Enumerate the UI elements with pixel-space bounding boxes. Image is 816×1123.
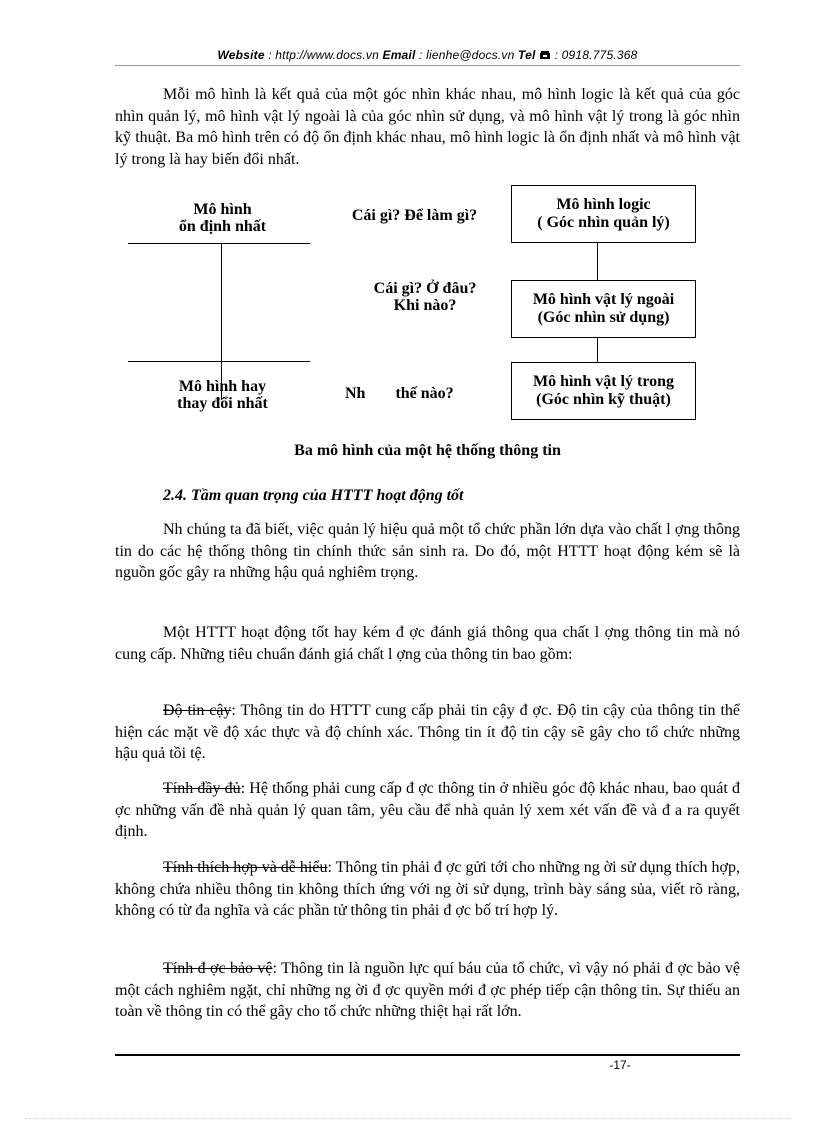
intro-paragraph: Mỗi mô hình là kết quả của một góc nhìn khác nhau, mô hình logic là kết quả của góc nhìn quản lý, mô hình vật lý ngoài là của góc nhìn sử dụng, và mô hình vật lý trong là góc nhìn kỹ thuật. Ba mô hình trên có độ ổn định khác nhau, mô hình logic là ổn định nhất và mô hình vật lý trong là hay biến đổi nhất. <box>115 86 740 168</box>
email-value: : lienhe@docs.vn <box>415 48 519 62</box>
bottom-horizontal-line <box>128 361 310 362</box>
page-header <box>115 48 740 62</box>
criterion-term: Tính đầy đủ <box>163 780 241 797</box>
question-what-where-when: Cái gì? Ở đâu? Khi nào? <box>373 280 477 314</box>
label-most-stable: Mô hình ổn định nhất <box>178 201 267 235</box>
section-heading: 2.4. Tầm quan trọng của HTTT hoạt động tốt <box>163 487 464 504</box>
email-label: Email <box>382 48 416 62</box>
criterion-term: Tính đ ợc bảo vệ <box>163 960 273 977</box>
label-most-changing: Mô hình hay thay đổi nhất <box>177 378 268 412</box>
top-horizontal-line <box>128 243 310 244</box>
footer-divider <box>115 1054 740 1056</box>
criterion-relevance: Tính thích hợp và dễ hiểu: Thông tin phải đ ợc gửi tới cho những ng ời sử dụng thích hợp, không chứa nhiều thông tin không thích ứng với ng ời sử dụng, trình bày sáng sủa, viết rõ ràng, không có từ đa nghĩa và các phần tử thông tin phải đ ợc bố trí hợp lý. <box>115 859 741 919</box>
page-bottom-edge <box>25 1118 791 1119</box>
criterion-completeness: Tính đầy đủ: Hệ thống phải cung cấp đ ợc thông tin ở nhiều góc độ khác nhau, bao quát đ ợc những vấn đề nhà quản lý quan tâm, yêu cầu để nhà quản lý xem xét vấn đề và đ a ra quyết định. <box>115 780 740 840</box>
criterion-term: Tính thích hợp và dễ hiểu <box>163 859 328 876</box>
phone-icon <box>539 50 551 60</box>
criterion-security: Tính đ ợc bảo vệ: Thông tin là nguồn lực quí báu của tổ chức, vì vậy nó phải đ ợc bảo vệ một cách nghiêm ngặt, chỉ những ng ời đ ợc quyền mới đ ợc phép tiếp cận thông tin. Sự thiếu an toàn về thông tin có thể gây cho tổ chức những thiệt hại rất lớn. <box>115 960 741 1020</box>
paragraph-criteria-intro: Một HTTT hoạt động tốt hay kém đ ợc đánh giá thông qua chất l ợng thông tin mà nó cung cấp. Những tiêu chuẩn đánh giá chất l ợng của thông tin bao gồm: <box>115 624 740 663</box>
question-how: Nh thế nào? <box>345 385 454 402</box>
criterion-term: Độ tin cậy <box>163 702 232 719</box>
external-physical-model-box: Mô hình vật lý ngoài (Góc nhìn sử dụng) <box>511 280 696 338</box>
tel-value: : 0918.775.368 <box>551 48 638 62</box>
vertical-axis-line <box>221 243 222 400</box>
paragraph-importance: Nh chúng ta đã biết, việc quản lý hiệu quả một tổ chức phần lớn dựa vào chất l ợng thông tin do các hệ thống thông tin chính thức sản sinh ra. Do đó, một HTTT hoạt động kém sẽ là nguồn gốc gây ra những hậu quả nghiêm trọng. <box>115 521 740 581</box>
website-label: Website <box>217 48 265 62</box>
logical-model-box: Mô hình logic ( Góc nhìn quản lý) <box>511 185 696 243</box>
header-divider <box>115 65 740 66</box>
diagram-caption: Ba mô hình của một hệ thống thông tin <box>294 442 561 459</box>
criterion-reliability: Độ tin cậy: Thông tin do HTTT cung cấp phải tin cậy đ ợc. Độ tin cậy của thông tin thể hiện các mặt về độ xác thực và độ chính xác. Thông tin ít độ tin cậy sẽ gây cho tổ chức những hậu quả tồi tệ. <box>115 702 740 762</box>
page-number: -17- <box>609 1058 631 1072</box>
tel-label: Tel <box>518 48 536 62</box>
question-what-why: Cái gì? Để làm gì? <box>351 207 478 224</box>
website-value: : http://www.docs.vn <box>264 48 383 62</box>
internal-physical-model-box: Mô hình vật lý trong (Góc nhìn kỹ thuật) <box>511 362 696 420</box>
